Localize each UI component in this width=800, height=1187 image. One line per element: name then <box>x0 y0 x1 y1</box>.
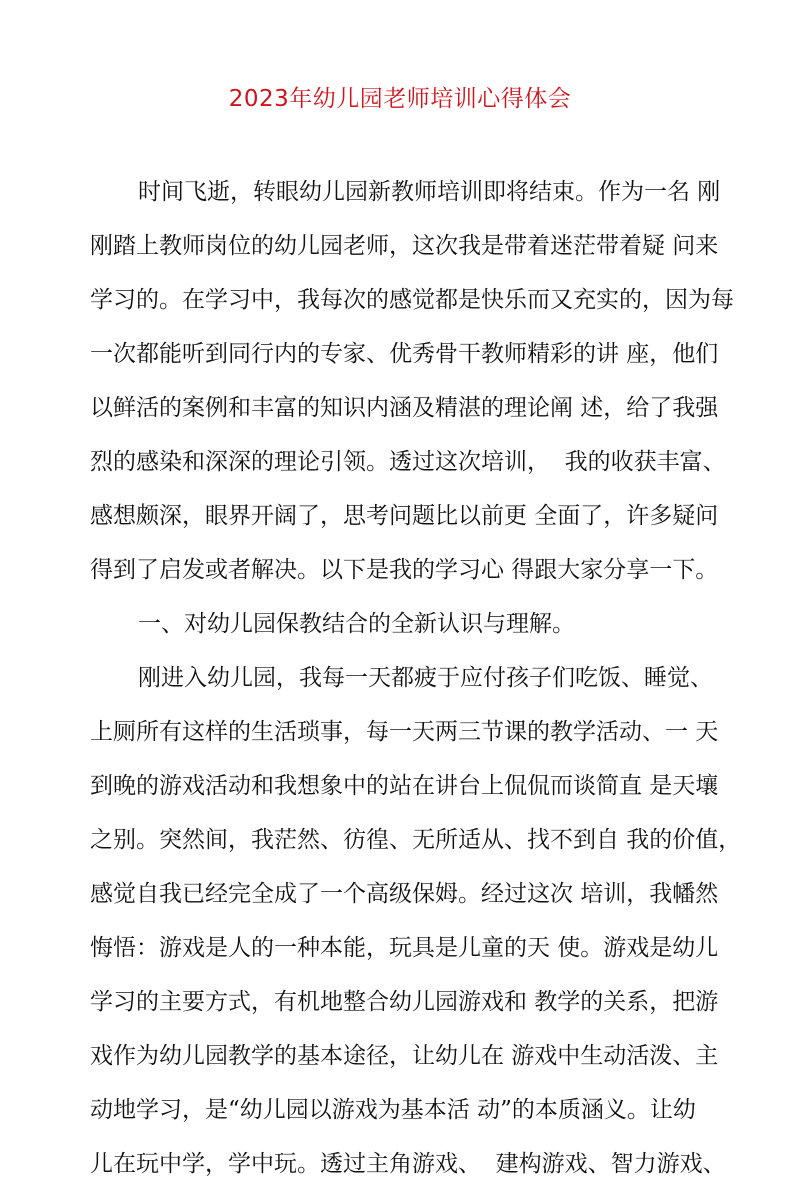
paragraph-line: 戏作为幼儿园教学的基本途径，让幼儿在 游戏中生动活泼、主 <box>90 1043 719 1069</box>
paragraph-line: 得到了启发或者解决。以下是我的学习心 得跟大家分享一下。 <box>90 557 719 583</box>
paragraph-line: 以鲜活的案例和丰富的知识内涵及精湛的理论阐 述，给了我强 <box>90 395 719 421</box>
paragraph-line: 之别。突然间，我茫然、彷徨、无所适从、找不到自 我的价值， <box>90 827 742 853</box>
paragraph-line: 烈的感染和深深的理论引领。透过这次培训， 我的收获丰富、 <box>90 449 726 475</box>
paragraph-line: 时间飞逝，转眼幼儿园新教师培训即将结束。作为一名 刚 <box>138 179 721 205</box>
paragraph-line: 上厕所有这样的生活琐事，每一天两三节课的教学活动、一 天 <box>90 719 719 745</box>
paragraph-line: 学习的。在学习中，我每次的感觉都是快乐而又充实的，因为每 <box>90 287 734 313</box>
paragraph-line: 感觉自我已经完全成了一个高级保姆。经过这次 培训，我幡然 <box>90 881 719 907</box>
paragraph-line: 儿在玩中学，学中玩。透过主角游戏、 建构游戏、智力游戏、 <box>90 1151 726 1177</box>
paragraph-line: 学习的主要方式，有机地整合幼儿园游戏和 教学的关系，把游 <box>90 989 719 1015</box>
paragraph-line: 感想颇深，眼界开阔了，思考问题比以前更 全面了，许多疑问 <box>90 503 719 529</box>
paragraph-line: 刚踏上教师岗位的幼儿园老师，这次我是带着迷茫带着疑 问来 <box>90 233 719 259</box>
paragraph-line: 刚进入幼儿园，我每一天都疲于应付孩子们吃饭、睡觉、 <box>138 665 713 691</box>
paragraph-line: 一次都能听到同行内的专家、优秀骨干教师精彩的讲 座，他们 <box>90 341 719 367</box>
paragraph-line: 悔悟：游戏是人的一种本能，玩具是儿童的天 使。游戏是幼儿 <box>90 935 719 961</box>
paragraph-line: 动地学习，是“幼儿园以游戏为基本活 动”的本质涵义。让幼 <box>90 1097 696 1123</box>
document-title: 2023年幼儿园老师培训心得体会 <box>228 86 572 112</box>
section-heading: 一、对幼儿园保教结合的全新认识与理解。 <box>138 611 575 637</box>
paragraph-line: 到晚的游戏活动和我想象中的站在讲台上侃侃而谈简直 是天壤 <box>90 773 719 799</box>
